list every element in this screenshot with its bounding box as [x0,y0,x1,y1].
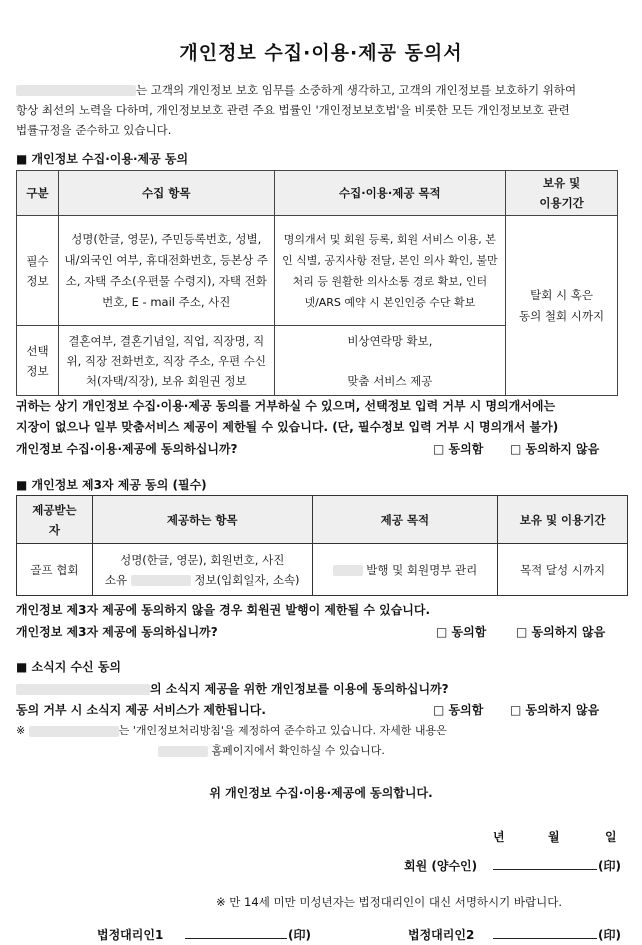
privacy-policy-note-2: 홈페이지에서 확인하실 수 있습니다. [158,742,385,758]
col-header-category: 구분 [17,171,59,216]
col-header-purpose: 수집·이용·제공 목적 [274,171,506,216]
provide-purpose: 발행 및 회원명부 관리 [312,544,498,596]
third-party-table [16,495,628,596]
date-day: 일 [605,830,617,844]
col-header-items: 수집 항목 [58,171,274,216]
guardian2-seal: (印) [598,928,621,942]
provided-items: 성명(한글, 영문), 회원번호, 사진 소유 정보(입회일자, 소속) [92,544,312,596]
section1-disagree-checkbox[interactable]: □ 동의하지 않음 [510,442,600,456]
member-seal: (印) [598,859,621,873]
section1-agree-checkbox[interactable]: □ 동의함 [433,442,484,456]
redacted-company-name [29,726,119,737]
required-label: 필수 정보 [17,216,59,326]
guardian2-label: 법정대리인2 [408,928,475,942]
section2-disagree-checkbox[interactable]: □ 동의하지 않음 [516,625,606,639]
page-title: 개인정보 수집·이용·제공 동의서 [179,42,463,64]
required-purpose: 명의개서 및 회원 등록, 회원 서비스 이용, 본인 식별, 공지사항 전달, 본인 의사 확인, 불만 처리 등 원활한 의사소통 경로 확보, 인터넷/ARS 예약 시 본인인증 수단 확보 [274,216,506,326]
redacted-text [333,565,363,576]
section2-note: 개인정보 제3자 제공에 동의하지 않을 경우 회원권 발행이 제한될 수 있습니다. [16,603,431,617]
member-signature-field[interactable] [493,869,597,870]
redacted-homepage [158,746,208,757]
col-header-retention: 보유 및 이용기간 [506,171,618,216]
collection-table [16,170,618,396]
col-header-provided-items: 제공하는 항목 [92,496,312,544]
col-header-provide-purpose: 제공 목적 [312,496,498,544]
guardian1-seal: (印) [288,928,311,942]
section2-agree-checkbox[interactable]: □ 동의함 [436,625,487,639]
col-header-recipient: 제공받는 자 [17,496,93,544]
redacted-text [131,575,191,586]
retention-period: 탈회 시 혹은 동의 철회 시까지 [506,216,618,396]
section3-disagree-checkbox[interactable]: □ 동의하지 않음 [510,703,600,717]
consent-statement: 위 개인정보 수집·이용·제공에 동의합니다. [209,786,433,800]
guardian1-signature-field[interactable] [185,938,287,939]
section1-note-1: 귀하는 상기 개인정보 수집·이용·제공 동의를 거부하실 수 있으며, 선택정보 입력 거부 시 명의개서에는 [16,399,556,413]
member-label: 회원 (양수인) [404,859,478,873]
minor-note: ※ 만 14세 미만 미성년자는 법정대리인이 대신 서명하시기 바랍니다. [216,895,562,909]
privacy-policy-note: ※ 는 '개인정보처리방침'을 제정하여 준수하고 있습니다. 자세한 내용은 [16,724,447,737]
provide-period: 목적 달성 시까지 [498,544,628,596]
optional-items: 결혼여부, 결혼기념일, 직업, 직장명, 직위, 직장 전화번호, 직장 주소, 우편 수신처(자택/직장), 보유 회원권 정보 [58,326,274,396]
redacted-company-name [16,684,150,695]
section1-question: 개인정보 수집·이용·제공에 동의하십니까? [16,442,238,456]
required-items: 성명(한글, 영문), 주민등록번호, 성별, 내/외국인 여부, 휴대전화번호, 등본상 주소, 자택 주소(우편물 수령지), 자택 전화번호, E - mail 주소, 사진 [58,216,274,326]
section3-agree-checkbox[interactable]: □ 동의함 [433,703,484,717]
section2-heading: ■ 개인정보 제3자 제공 동의 (필수) [16,478,207,492]
guardian2-signature-field[interactable] [493,938,597,939]
col-header-period: 보유 및 이용기간 [498,496,628,544]
redacted-company-name [16,85,136,96]
section3-heading: ■ 소식지 수신 동의 [16,660,122,674]
section3-question: 의 소식지 제공을 위한 개인정보를 이용에 동의하십니까? [16,680,449,697]
optional-label: 선택 정보 [17,326,59,396]
section1-note-2: 지장이 없으나 일부 맞춤서비스 제공이 제한될 수 있습니다. (단, 필수정보 입력 거부 시 명의개서 불가) [16,420,559,434]
date-year: 년 [493,830,505,844]
section1-heading: ■ 개인정보 수집·이용·제공 동의 [16,152,189,166]
date-month: 월 [548,830,560,844]
intro-text: 는 고객의 개인정보 보호 임무를 소중하게 생각하고, 고객의 개인정보를 보호하기 위하여 항상 최선의 노력을 다하며, 개인정보보호 관련 주요 법률인 '개인정보보호법'을 비롯한 모든 개인정보보호 관련 법률규정을 준수하고 있습니다. [16,83,577,137]
recipient: 골프 협회 [17,544,93,596]
optional-purpose: 비상연락망 확보, 맞춤 서비스 제공 [274,326,506,396]
section2-question: 개인정보 제3자 제공에 동의하십니까? [16,625,218,639]
guardian1-label: 법정대리인1 [97,928,164,942]
section3-note: 동의 거부 시 소식지 제공 서비스가 제한됩니다. [16,703,266,717]
